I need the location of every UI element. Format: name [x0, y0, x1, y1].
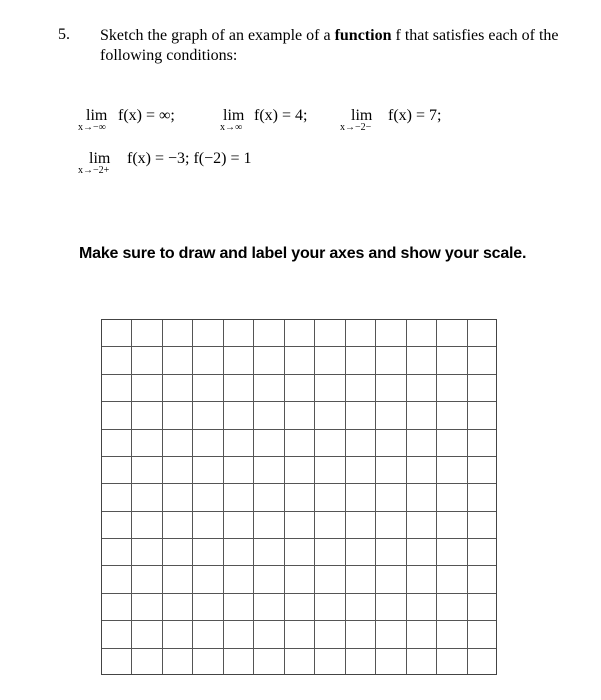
lim-word: lim	[223, 107, 245, 124]
question-prompt	[100, 26, 580, 66]
lim-subscript: x→−2−	[340, 122, 372, 133]
lim-word: lim	[351, 107, 373, 124]
lim-expression: f(x) = 4;	[254, 107, 308, 124]
lim-word: lim	[89, 150, 111, 167]
lim-expression: f(x) = −3; f(−2) = 1	[127, 150, 252, 167]
lim-subscript: x→−∞	[78, 122, 106, 133]
prompt-bold-word: function	[334, 27, 392, 44]
lim-subscript: x→−2+	[78, 165, 110, 176]
lim-subscript: x→∞	[220, 122, 243, 133]
grid-border	[102, 320, 497, 675]
lim-expression: f(x) = 7;	[388, 107, 442, 124]
graph-grid[interactable]	[100, 318, 498, 676]
prompt-text-start: Sketch the graph of an example of a	[100, 27, 335, 44]
instruction-note: Make sure to draw and label your axes and show your scale.	[79, 245, 527, 262]
question-number: 5.	[58, 26, 70, 43]
lim-expression: f(x) = ∞;	[118, 107, 175, 124]
prompt-text-end: f that satisfies each of the following conditions:	[100, 27, 559, 64]
lim-word: lim	[86, 107, 108, 124]
